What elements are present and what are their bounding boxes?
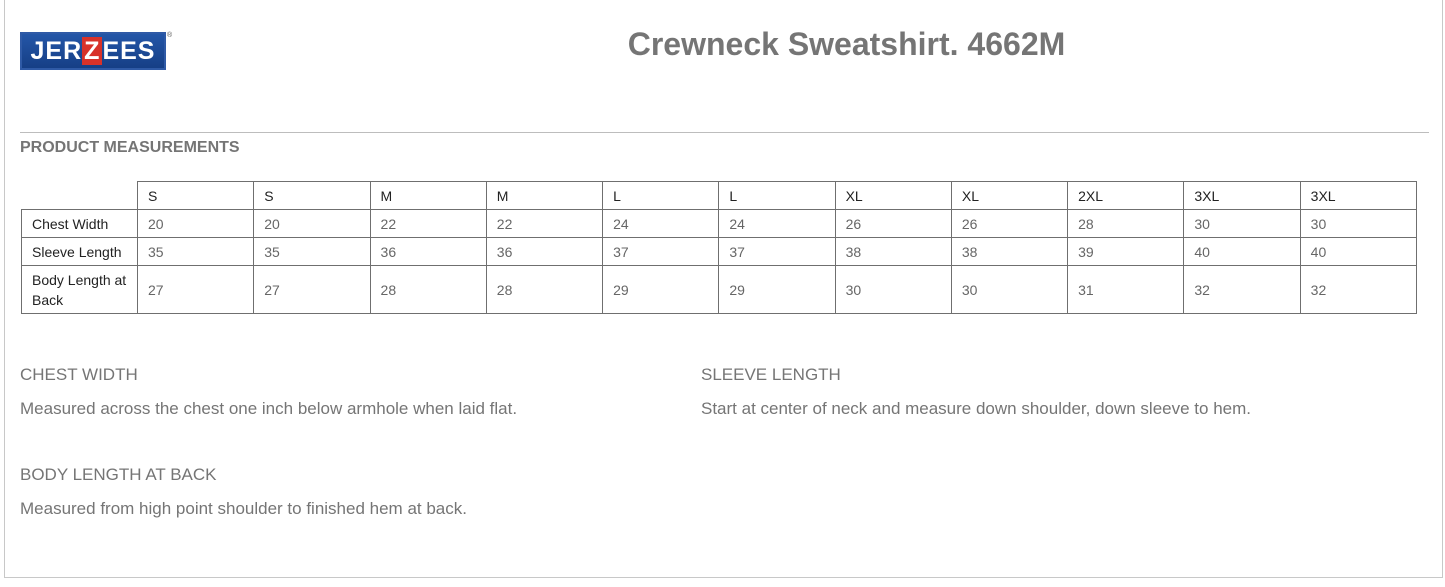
definition-text: Measured across the chest one inch below armhole when laid flat. bbox=[20, 399, 518, 418]
table-cell: 28 bbox=[486, 266, 602, 314]
page-title: Crewneck Sweatshirt. 4662M bbox=[627, 26, 1066, 62]
definition-text: Start at center of neck and measure down shoulder, down sleeve to hem. bbox=[701, 399, 1251, 418]
table-row-body-length bbox=[22, 266, 1417, 314]
row-label: Sleeve Length bbox=[22, 238, 138, 266]
size-header-row bbox=[22, 182, 1417, 210]
table-cell: 37 bbox=[719, 238, 835, 266]
size-header: 3XL bbox=[1184, 182, 1300, 210]
table-cell: 40 bbox=[1184, 238, 1300, 266]
table-cell: 32 bbox=[1300, 266, 1416, 314]
row-label: Chest Width bbox=[22, 210, 138, 238]
table-cell: 37 bbox=[603, 238, 719, 266]
divider bbox=[20, 132, 1429, 133]
definition-title: SLEEVE LENGTH bbox=[701, 365, 841, 384]
table-cell: 30 bbox=[1300, 210, 1416, 238]
table-cell: 36 bbox=[370, 238, 486, 266]
table-cell: 24 bbox=[603, 210, 719, 238]
table-row-chest-width bbox=[22, 210, 1417, 238]
table-cell: 38 bbox=[835, 238, 951, 266]
table-cell: 27 bbox=[138, 266, 254, 314]
table-cell: 22 bbox=[486, 210, 602, 238]
table-row-sleeve-length bbox=[22, 238, 1417, 266]
measurement-table bbox=[21, 181, 1417, 314]
table-cell: 40 bbox=[1300, 238, 1416, 266]
table-cell: 29 bbox=[719, 266, 835, 314]
table-cell: 39 bbox=[1068, 238, 1184, 266]
table-cell: 20 bbox=[254, 210, 370, 238]
table-cell: 35 bbox=[138, 238, 254, 266]
size-header: M bbox=[370, 182, 486, 210]
section-title: PRODUCT MEASUREMENTS bbox=[20, 139, 240, 156]
table-cell: 36 bbox=[486, 238, 602, 266]
table-cell: 35 bbox=[254, 238, 370, 266]
header-corner bbox=[22, 182, 138, 210]
table-cell: 30 bbox=[835, 266, 951, 314]
size-header: L bbox=[603, 182, 719, 210]
row-label: Body Length at Back bbox=[22, 266, 138, 314]
logo-wordmark: JERZEES bbox=[30, 36, 156, 65]
table-cell: 26 bbox=[951, 210, 1067, 238]
definition-chest-width bbox=[20, 365, 517, 419]
table-cell: 28 bbox=[1068, 210, 1184, 238]
table-cell: 22 bbox=[370, 210, 486, 238]
size-header: S bbox=[138, 182, 254, 210]
size-header: S bbox=[254, 182, 370, 210]
definition-body-length bbox=[20, 465, 467, 519]
table-cell: 30 bbox=[951, 266, 1067, 314]
table-cell: 26 bbox=[835, 210, 951, 238]
size-header: 3XL bbox=[1300, 182, 1416, 210]
table-cell: 28 bbox=[370, 266, 486, 314]
size-header: XL bbox=[835, 182, 951, 210]
table-cell: 32 bbox=[1184, 266, 1300, 314]
registered-mark: ® bbox=[167, 32, 173, 39]
table-cell: 30 bbox=[1184, 210, 1300, 238]
size-header: M bbox=[486, 182, 602, 210]
table-cell: 38 bbox=[951, 238, 1067, 266]
size-header: XL bbox=[951, 182, 1067, 210]
definition-text: Measured from high point shoulder to finished hem at back. bbox=[20, 499, 467, 518]
table-cell: 24 bbox=[719, 210, 835, 238]
definition-sleeve-length bbox=[701, 365, 1251, 419]
table-cell: 20 bbox=[138, 210, 254, 238]
table-cell: 31 bbox=[1068, 266, 1184, 314]
table-cell: 27 bbox=[254, 266, 370, 314]
size-header: L bbox=[719, 182, 835, 210]
definition-title: CHEST WIDTH bbox=[20, 365, 138, 384]
table-cell: 29 bbox=[603, 266, 719, 314]
definition-title: BODY LENGTH AT BACK bbox=[20, 465, 217, 484]
size-header: 2XL bbox=[1068, 182, 1184, 210]
